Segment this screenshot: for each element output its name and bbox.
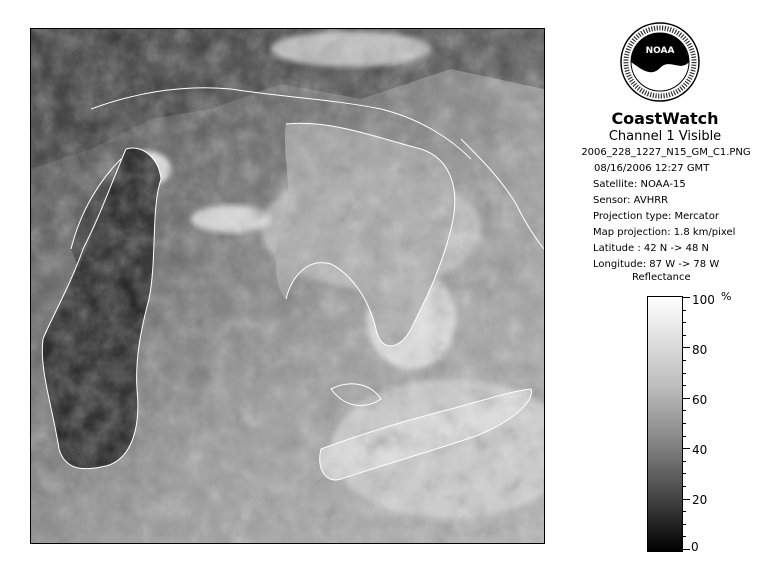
colorbar-major-tick xyxy=(682,549,690,550)
colorbar-minor-tick xyxy=(682,524,686,525)
colorbar-major-tick xyxy=(682,347,690,348)
colorbar-label: 40 xyxy=(692,443,708,457)
longitude: Longitude: 87 W -> 78 W xyxy=(593,259,720,270)
colorbar-unit: % xyxy=(721,290,732,303)
colorbar-major-tick xyxy=(682,297,690,298)
colorbar-label: 80 xyxy=(692,343,708,357)
colorbar-minor-tick xyxy=(682,310,686,311)
colorbar-minor-tick xyxy=(682,322,686,323)
projection-type: Projection type: Mercator xyxy=(593,211,719,222)
colorbar-minor-tick xyxy=(682,473,686,474)
map-projection: Map projection: 1.8 km/pixel xyxy=(593,227,736,238)
colorbar-major-tick xyxy=(682,499,690,500)
colorbar-minor-tick xyxy=(682,461,686,462)
colorbar-minor-tick xyxy=(682,335,686,336)
colorbar-minor-tick xyxy=(682,373,686,374)
colorbar-minor-tick xyxy=(682,410,686,411)
colorbar-minor-tick xyxy=(682,423,686,424)
colorbar-label: 20 xyxy=(692,493,708,507)
map-image xyxy=(31,29,544,543)
colorbar-major-tick xyxy=(682,398,690,399)
product-title: CoastWatch xyxy=(611,109,719,128)
image-filename: 2006_228_1227_N15_GM_C1.PNG xyxy=(581,147,751,158)
colorbar-label: 60 xyxy=(692,393,708,407)
colorbar-label: 100 xyxy=(692,293,715,307)
sensor: Sensor: AVHRR xyxy=(593,195,669,206)
colorbar-minor-tick xyxy=(682,360,686,361)
colorbar-minor-tick xyxy=(682,385,686,386)
noaa-logo xyxy=(620,22,700,102)
colorbar-minor-tick xyxy=(682,536,686,537)
logo-text: NOAA xyxy=(645,46,675,56)
date-time: 08/16/2006 12:27 GMT xyxy=(594,163,710,174)
colorbar-minor-tick xyxy=(682,486,686,487)
channel-subtitle: Channel 1 Visible xyxy=(608,129,722,144)
colorbar-title: Reflectance xyxy=(632,272,691,283)
colorbar-major-tick xyxy=(682,448,690,449)
satellite: Satellite: NOAA-15 xyxy=(593,179,686,190)
latitude: Latitude : 42 N -> 48 N xyxy=(593,243,709,254)
colorbar-label: 0 xyxy=(691,540,699,554)
colorbar-minor-tick xyxy=(682,436,686,437)
reflectance-colorbar xyxy=(647,296,683,552)
colorbar-minor-tick xyxy=(682,511,686,512)
satellite-map[interactable] xyxy=(30,28,545,544)
